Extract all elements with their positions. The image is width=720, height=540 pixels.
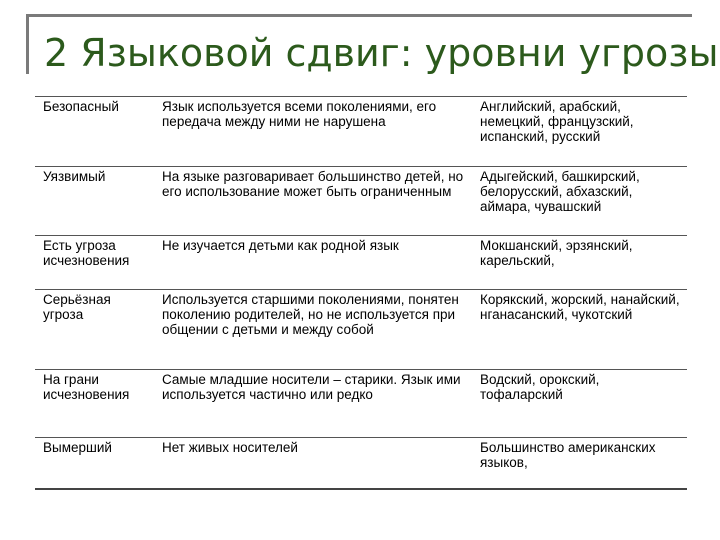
- description-cell: На языке разговаривает большинство детей, но его использование может быть ограниченным: [154, 167, 472, 236]
- description-cell: Не изучается детьми как родной язык: [154, 236, 472, 290]
- level-cell: Уязвимый: [35, 167, 154, 236]
- decorative-top-bar: [26, 14, 692, 17]
- table-row: [35, 167, 687, 236]
- table-row: [35, 290, 687, 370]
- examples-cell: Мокшанский, эрзянский, карельский,: [472, 236, 687, 290]
- examples-cell: Английский, арабский, немецкий, французский, испанский, русский: [472, 97, 687, 167]
- description-cell: Самые младшие носители – старики. Язык ими используется частично или редко: [154, 370, 472, 438]
- threat-levels-table-container: [35, 96, 687, 490]
- threat-levels-table: [35, 96, 687, 490]
- decorative-vertical-bar: [26, 14, 29, 74]
- table-row: [35, 97, 687, 167]
- examples-cell: Большинство американских языков,: [472, 438, 687, 490]
- description-cell: Язык используется всеми поколениями, его передача между ними не нарушена: [154, 97, 472, 167]
- description-cell: Используется старшими поколениями, понятен поколению родителей, но не используется при общении с детьми и между собой: [154, 290, 472, 370]
- level-cell: Есть угроза исчезновения: [35, 236, 154, 290]
- examples-cell: Адыгейский, башкирский, белорусский, абхазский, аймара, чувашский: [472, 167, 687, 236]
- table-row: [35, 370, 687, 438]
- examples-cell: Корякский, жорский, нанайский, нганасанский, чукотский: [472, 290, 687, 370]
- level-cell: Вымерший: [35, 438, 154, 490]
- table-row: [35, 236, 687, 290]
- slide-title: 2 Языковой сдвиг: уровни угрозы: [44, 31, 719, 75]
- level-cell: Серьёзная угроза: [35, 290, 154, 370]
- level-cell: На грани исчезновения: [35, 370, 154, 438]
- description-cell: Нет живых носителей: [154, 438, 472, 490]
- level-cell: Безопасный: [35, 97, 154, 167]
- examples-cell: Водский, орокский, тофаларский: [472, 370, 687, 438]
- table-row: [35, 438, 687, 490]
